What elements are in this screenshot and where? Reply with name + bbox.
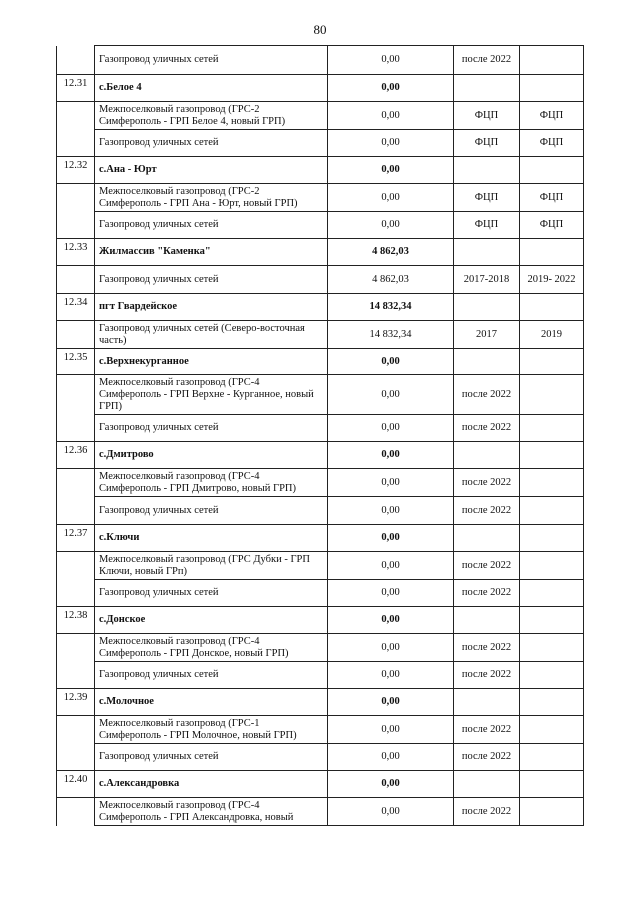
table-row (57, 580, 584, 607)
section-row (57, 442, 584, 469)
period-end-cell (520, 239, 584, 266)
period-end-cell (520, 662, 584, 689)
period-start-cell: после 2022 (454, 662, 520, 689)
period-start-cell (454, 239, 520, 266)
period-end-cell (520, 349, 584, 375)
table-row (57, 744, 584, 771)
table-row (57, 798, 584, 826)
row-number (57, 46, 95, 75)
period-start-cell: после 2022 (454, 716, 520, 744)
row-number (57, 580, 95, 607)
table-row (57, 716, 584, 744)
row-number (57, 266, 95, 294)
amount-cell: 0,00 (328, 552, 454, 580)
row-number: 12.34 (57, 294, 95, 321)
table-row (57, 321, 584, 349)
table-row (57, 184, 584, 212)
period-start-cell (454, 442, 520, 469)
row-number (57, 375, 95, 415)
period-start-cell (454, 525, 520, 552)
amount-cell: 0,00 (328, 525, 454, 552)
object-name: Газопровод уличных сетей (95, 46, 328, 75)
period-end-cell (520, 634, 584, 662)
period-start-cell: 2017-2018 (454, 266, 520, 294)
period-end-cell (520, 771, 584, 798)
section-row (57, 157, 584, 184)
period-end-cell (520, 46, 584, 75)
amount-cell: 0,00 (328, 798, 454, 826)
period-end-cell (520, 375, 584, 415)
period-end-cell (520, 442, 584, 469)
object-name: с.Верхнекурганное (95, 349, 328, 375)
period-start-cell (454, 294, 520, 321)
object-name: Газопровод уличных сетей (Северо-восточная часть) (95, 321, 328, 349)
amount-cell: 0,00 (328, 75, 454, 102)
period-start-cell: после 2022 (454, 634, 520, 662)
amount-cell: 0,00 (328, 716, 454, 744)
section-row (57, 75, 584, 102)
row-number (57, 321, 95, 349)
period-start-cell (454, 75, 520, 102)
section-row (57, 771, 584, 798)
table-row (57, 469, 584, 497)
period-end-cell (520, 580, 584, 607)
row-number: 12.32 (57, 157, 95, 184)
period-end-cell (520, 157, 584, 184)
amount-cell: 0,00 (328, 634, 454, 662)
row-number: 12.31 (57, 75, 95, 102)
table-row (57, 552, 584, 580)
row-number (57, 662, 95, 689)
period-start-cell: ФЦП (454, 184, 520, 212)
period-start-cell: 2017 (454, 321, 520, 349)
object-name: Межпоселковый газопровод (ГРС-1 Симферополь - ГРП Молочное, новый ГРП) (95, 716, 328, 744)
period-start-cell: ФЦП (454, 102, 520, 130)
object-name: с.Белое 4 (95, 75, 328, 102)
period-start-cell: после 2022 (454, 46, 520, 75)
object-name: с.Ана - Юрт (95, 157, 328, 184)
section-row (57, 294, 584, 321)
object-name: с.Александровка (95, 771, 328, 798)
object-name: с.Ключи (95, 525, 328, 552)
period-end-cell: ФЦП (520, 184, 584, 212)
row-number (57, 634, 95, 662)
section-row (57, 607, 584, 634)
row-number: 12.40 (57, 771, 95, 798)
period-end-cell (520, 607, 584, 634)
section-row (57, 525, 584, 552)
period-end-cell: ФЦП (520, 130, 584, 157)
table-row (57, 415, 584, 442)
table-row (57, 375, 584, 415)
period-end-cell (520, 75, 584, 102)
amount-cell: 0,00 (328, 157, 454, 184)
period-end-cell (520, 798, 584, 826)
period-end-cell (520, 716, 584, 744)
period-end-cell (520, 469, 584, 497)
period-start-cell: после 2022 (454, 469, 520, 497)
period-start-cell: после 2022 (454, 552, 520, 580)
amount-cell: 14 832,34 (328, 321, 454, 349)
object-name: Межпоселковый газопровод (ГРС Дубки - ГРП Ключи, новый ГРп) (95, 552, 328, 580)
row-number (57, 415, 95, 442)
row-number: 12.37 (57, 525, 95, 552)
object-name: Межпоселковый газопровод (ГРС-4 Симферополь - ГРП Верхне - Курганное, новый ГРП) (95, 375, 328, 415)
table-row (57, 634, 584, 662)
amount-cell: 0,00 (328, 130, 454, 157)
object-name: Газопровод уличных сетей (95, 662, 328, 689)
object-name: Газопровод уличных сетей (95, 497, 328, 525)
row-number (57, 469, 95, 497)
period-start-cell: ФЦП (454, 130, 520, 157)
row-number (57, 212, 95, 239)
amount-cell: 0,00 (328, 607, 454, 634)
period-start-cell (454, 157, 520, 184)
period-start-cell: после 2022 (454, 415, 520, 442)
amount-cell: 0,00 (328, 415, 454, 442)
row-number (57, 130, 95, 157)
amount-cell: 0,00 (328, 497, 454, 525)
period-start-cell: после 2022 (454, 375, 520, 415)
object-name: Газопровод уличных сетей (95, 415, 328, 442)
amount-cell: 0,00 (328, 212, 454, 239)
table-row (57, 497, 584, 525)
period-end-cell: 2019 (520, 321, 584, 349)
object-name: Газопровод уличных сетей (95, 130, 328, 157)
period-start-cell (454, 607, 520, 634)
period-end-cell (520, 497, 584, 525)
amount-cell: 0,00 (328, 662, 454, 689)
table-row (57, 46, 584, 75)
object-name: с.Молочное (95, 689, 328, 716)
period-start-cell (454, 771, 520, 798)
amount-cell: 0,00 (328, 102, 454, 130)
amount-cell: 0,00 (328, 580, 454, 607)
object-name: пгт Гвардейское (95, 294, 328, 321)
row-number (57, 184, 95, 212)
row-number (57, 552, 95, 580)
object-name: Жилмассив "Каменка" (95, 239, 328, 266)
object-name: Газопровод уличных сетей (95, 212, 328, 239)
period-start-cell: после 2022 (454, 798, 520, 826)
amount-cell: 4 862,03 (328, 266, 454, 294)
object-name: Газопровод уличных сетей (95, 744, 328, 771)
gas-pipeline-table (56, 45, 584, 826)
period-end-cell: 2019- 2022 (520, 266, 584, 294)
object-name: Межпоселковый газопровод (ГРС-4 Симферополь - ГРП Александровка, новый (95, 798, 328, 826)
period-start-cell: после 2022 (454, 580, 520, 607)
row-number: 12.36 (57, 442, 95, 469)
period-end-cell (520, 525, 584, 552)
amount-cell: 0,00 (328, 689, 454, 716)
page-number: 80 (313, 22, 327, 37)
table-body (57, 46, 584, 826)
object-name: Межпоселковый газопровод (ГРС-4 Симферополь - ГРП Дмитрово, новый ГРП) (95, 469, 328, 497)
object-name: Межпоселковый газопровод (ГРС-4 Симферополь - ГРП Донское, новый ГРП) (95, 634, 328, 662)
amount-cell: 14 832,34 (328, 294, 454, 321)
table-row (57, 212, 584, 239)
table-row (57, 130, 584, 157)
period-start-cell: после 2022 (454, 744, 520, 771)
period-start-cell (454, 349, 520, 375)
table-row (57, 102, 584, 130)
row-number (57, 716, 95, 744)
amount-cell: 4 862,03 (328, 239, 454, 266)
section-row (57, 239, 584, 266)
object-name: с.Дмитрово (95, 442, 328, 469)
row-number: 12.33 (57, 239, 95, 266)
object-name: Газопровод уличных сетей (95, 580, 328, 607)
row-number (57, 798, 95, 826)
row-number: 12.39 (57, 689, 95, 716)
row-number (57, 497, 95, 525)
amount-cell: 0,00 (328, 744, 454, 771)
period-end-cell (520, 689, 584, 716)
period-start-cell: после 2022 (454, 497, 520, 525)
row-number: 12.38 (57, 607, 95, 634)
amount-cell: 0,00 (328, 442, 454, 469)
row-number (57, 102, 95, 130)
table-row (57, 266, 584, 294)
period-end-cell (520, 552, 584, 580)
object-name: Газопровод уличных сетей (95, 266, 328, 294)
object-name: Межпоселковый газопровод (ГРС-2 Симферополь - ГРП Ана - Юрт, новый ГРП) (95, 184, 328, 212)
period-end-cell: ФЦП (520, 102, 584, 130)
period-start-cell (454, 689, 520, 716)
object-name: с.Донское (95, 607, 328, 634)
amount-cell: 0,00 (328, 184, 454, 212)
period-end-cell: ФЦП (520, 212, 584, 239)
amount-cell: 0,00 (328, 349, 454, 375)
section-row (57, 349, 584, 375)
period-end-cell (520, 415, 584, 442)
period-end-cell (520, 294, 584, 321)
object-name: Межпоселковый газопровод (ГРС-2 Симферополь - ГРП Белое 4, новый ГРП) (95, 102, 328, 130)
row-number: 12.35 (57, 349, 95, 375)
period-start-cell: ФЦП (454, 212, 520, 239)
table-row (57, 662, 584, 689)
amount-cell: 0,00 (328, 469, 454, 497)
amount-cell: 0,00 (328, 771, 454, 798)
row-number (57, 744, 95, 771)
amount-cell: 0,00 (328, 46, 454, 75)
section-row (57, 689, 584, 716)
amount-cell: 0,00 (328, 375, 454, 415)
period-end-cell (520, 744, 584, 771)
